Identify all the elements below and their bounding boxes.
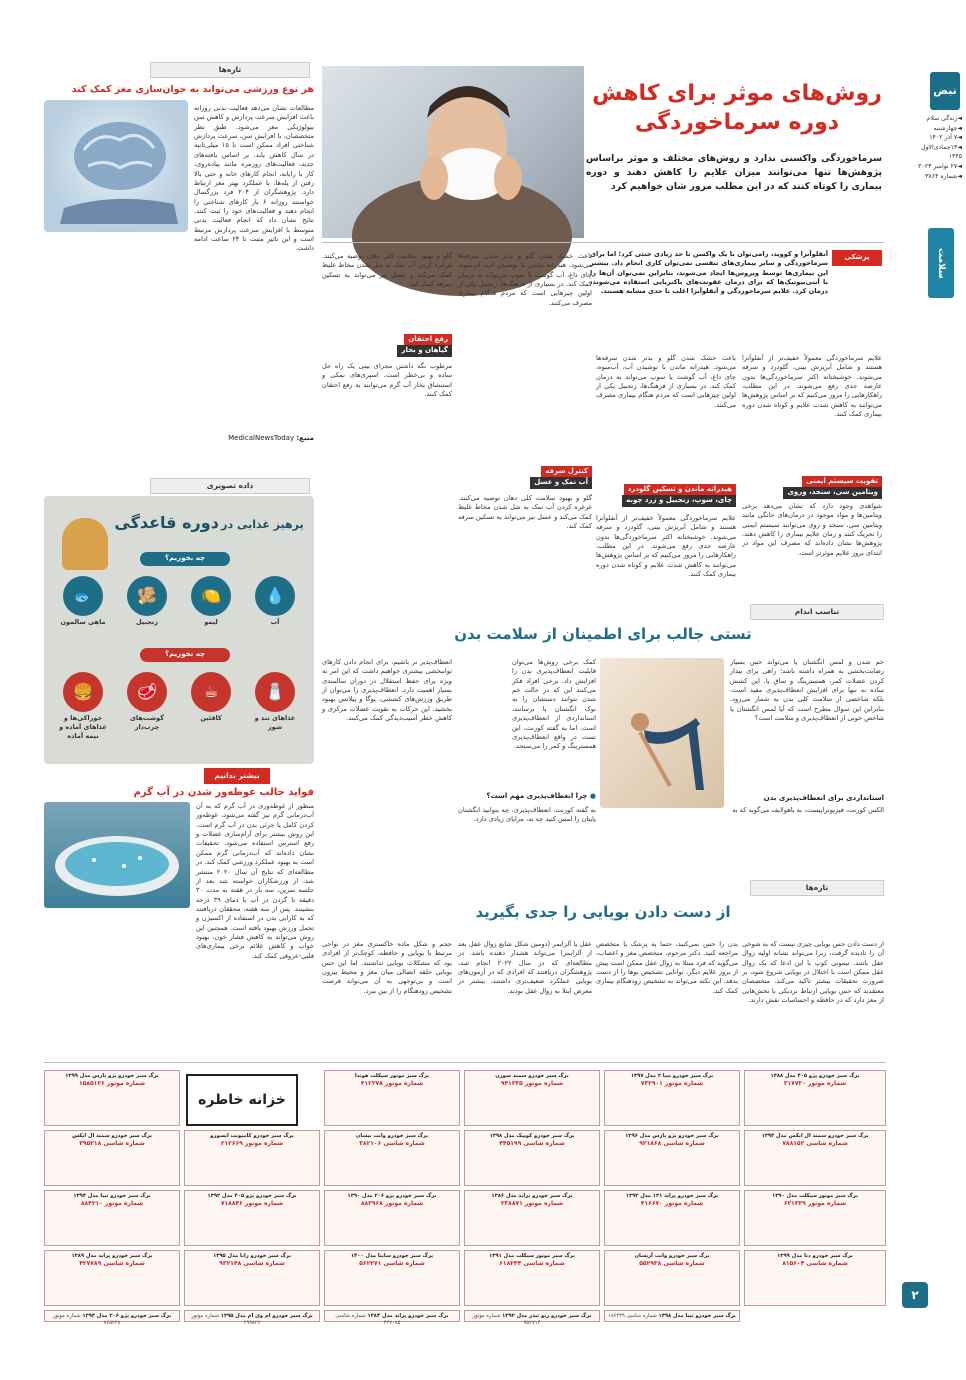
classifieds-grid — [44, 1070, 886, 1326]
infographic-panel — [44, 496, 314, 764]
hottub-title: فواید جالب غوطه‌ور شدن در آب گرم — [133, 787, 314, 798]
balance-title: تستی جالب برای اطمینان از سلامت بدن — [454, 625, 752, 643]
smell-col3: عقل یا آلزایمر (دومین شکل شایع زوال عقل بعد از آلزایمر) می‌تواند هشدار دهنده باشد. در مطالعه‌ای که در سال ۲۰۲۲ انجام شد، پژوهشگران دریافتند که افرادی که در آزمون‌های بویایی عملکرد ضعیف‌تری داشتند، بیشتر در معرض ابتلا به زوال عقل بودند. — [458, 940, 592, 995]
ad-item: برگ سبز خودرو تیبا مدل ۱۳۹۴ شماره موتور ۸۸۴۲۱۰ — [44, 1190, 180, 1246]
lead-col4: گلو و بهبود سلامت کلی دهان توصیه می‌کنند. غرغره کردن آب نمک به شل شدن مخاط غلیظ کمک می‌کند و عسل نیز می‌تواند به تسکین سرفه کمک کند. — [322, 252, 452, 289]
balance-q2-body: به گفته کورنت، انعطاف‌پذیری، چه بتوانید انگشتان پایتان را لمس کنید چه نه، مزایای زیادی دارد. — [458, 806, 596, 824]
lead-col3-heads2 — [458, 466, 592, 489]
lead-col3-sub2: آب نمک و عسل — [530, 477, 592, 488]
fastfood-icon: 🍔 — [63, 672, 103, 712]
meat-icon: 🥩 — [127, 672, 167, 712]
meta-line: ◄۲۷ نوامبر ۲۰۲۳ — [918, 163, 962, 171]
smell-col4: حجم و شکل ماده خاکستری مغز در نواحی مرتبط با بویایی و حافظه، کوچک‌تر از افرادی بود که مشکلات بویایی نداشتند. اما این حس بویایی حلقه اتصالی میان مغز و محیط بیرون است و بی‌توجهی به آن می‌تواند فرصت تشخیص زودهنگام را از بین ببرد. — [322, 940, 452, 995]
meta-line: ◄زندگی سلام — [926, 115, 962, 122]
lead-col4-sub: گیاهان و بخار — [397, 345, 452, 356]
lead-col2-sub: ویتامین سی، سنجد، وروی — [783, 487, 882, 498]
ad-item: برگ سبز خودرو دنا مدل ۱۳۹۹ شماره شاسی ۸۱۵۶۰۴ — [744, 1250, 886, 1306]
lead-col2: شواهدی وجود دارد که نشان می‌دهد برخی ویتامین‌ها و مواد موجود در درمان‌های خانگی مانند ویتامین سی، سنجد و روی می‌توانند سیستم ایمنی را تحریک کنند و زمان علایم بیماری را کاهش دهند. پژوهش‌ها نشان داده‌اند که مصرف این مواد در ابتدای بروز علایم موثرتر است. — [742, 502, 882, 557]
balance-col3: انعطاف‌پذیر تر باشیم، برای انجام دادن کارهای توانبخشی بیشتری خواهیم داشت که این امر به ویژه برای حفظ استقلال در دوران سالمندی بسیار اهمیت دارد. انعطاف‌پذیری را می‌توان از طریق ورزش‌های کششی، یوگا و پیلاتس بهبود بخشید. این حرکات به تقویت عضلات مرکزی و کاهش خطر آسیب‌دیدگی کمک می‌کنند. — [322, 658, 452, 723]
page-number: ۲ — [902, 1282, 928, 1308]
hottub-tag: بیشتر بدانیم — [204, 768, 270, 784]
ad-item: برگ سبز خودرو پژو ۲۰۶ مدل ۱۳۹۰ شماره موتور ۸۸۳۹۶۸ — [324, 1190, 460, 1246]
ad-item: برگ سبز خودرو پژو پارس مدل ۱۳۹۹ شماره موتور ۱۵۸۵۱۲۶ — [44, 1070, 180, 1126]
ad-item: برگ سبز خودرو رانا مدل ۱۳۹۵ شماره شاسی ۹۳۲۱۴۸ — [184, 1250, 320, 1306]
ad-item: برگ سبز موتور سیکلت مدل ۱۳۹۱ شماره شاسی ۶۱۸۲۴۴ — [464, 1250, 600, 1306]
ad-item: برگ سبز خودرو پژو پارس مدل ۱۳۹۶ شماره شاسی ۹۲۱۸۶۸ — [604, 1130, 740, 1186]
classifieds-logo: خزانه خاطره — [186, 1074, 298, 1126]
infographic-title: پرهیز غذایی در دوره قاعدگی — [114, 513, 304, 532]
avoid-item-spicy: 🧂 غذاهای تند و شور — [248, 672, 302, 740]
balance-col1: خم شدن و لمس انگشتان پا می‌تواند حس بسیار رضایت‌بخشی به همراه داشته باشد؛ راهی برای بیدار کردن عضلات کمر، همسترینگ و ساق پا. این کشش ساده نه تنها برای افزایش انعطاف‌پذیری مفید است، بلکه شاخصی از سلامت کلی بدن به شمار می‌رود. بنابراین این سوال مطرح است که آیا لمس انگشتان پا شاخص خوبی از انعطاف‌پذیری و سلامت است؟ — [730, 658, 884, 723]
coffee-icon: ☕ — [191, 672, 231, 712]
lead-col2-head: تقویت سیستم ایمنی — [802, 476, 882, 487]
brain-source: منبع: MedicalNewsToday — [228, 434, 314, 442]
ad-item: برگ سبز خودرو پراید مدل ۱۳۸۶ شماره موتور ۲۳۸۸۷۱ — [464, 1190, 600, 1246]
ad-item: برگ سبز خودرو پراید ۱۳۱ مدل ۱۳۹۳ شماره موتور ۴۱۶۶۷۰ — [604, 1190, 740, 1246]
ad-item: برگ سبز خودرو تیبا مدل ۱۳۹۸ شماره شاسی ۱۸۶۴۳۹ — [604, 1310, 740, 1322]
ad-item: برگ سبز خودرو سمند سورن شماره موتور ۹۴۱۳۳۵ — [464, 1070, 600, 1126]
ad-item: برگ سبز خودرو ساینا مدل ۱۴۰۰ شماره شاسی ۵۶۲۲۷۱ — [324, 1250, 460, 1306]
ad-item: برگ سبز موتور سیکلت مدل ۱۳۹۰ شماره موتور ۶۲۱۳۳۹ — [744, 1190, 886, 1246]
ginger-icon: 🫚 — [127, 576, 167, 616]
avoid-item-fatty-meat: 🥩 گوشت‌های چرب‌دار — [120, 672, 174, 740]
brain-tag: تازه‌ها — [150, 62, 310, 78]
lead-col4-head: رفع احتقان — [404, 334, 452, 345]
lead-photo — [322, 66, 584, 238]
meta-line: ◄شماره ۳۸۶۴ — [925, 172, 962, 180]
ad-item: برگ سبز خودرو پژو ۴۰۵ مدل ۱۳۸۸ شماره موتور ۳۱۷۷۲۰ — [744, 1070, 886, 1126]
lemon-icon: 🍋 — [191, 576, 231, 616]
ad-item: برگ سبز خودرو رنو تندر مدل ۱۳۹۲ شماره موتور ۹۵۲۷۱۴ — [464, 1310, 600, 1322]
eat-item-ginger: 🫚 زنجبیل — [120, 576, 174, 627]
balance-image — [600, 658, 724, 808]
lead-col3-sub1: چای، سوپ، زنجبیل و زرد چوبه — [622, 495, 736, 506]
meta-line: ◄۱۳جمادی‌الاول ۱۴۴۵ — [920, 143, 962, 161]
ad-item: برگ سبز خودرو پراید مدل ۱۳۸۴ شماره شاسی ۴۳۷۰۸۵ — [324, 1310, 460, 1322]
avoid-item-fastfood: 🍔 خوراکی‌ها و غذاهای آماده و نیمه آماده — [56, 672, 110, 740]
sick-man-illustration — [322, 66, 584, 238]
ad-item: برگ سبز خودرو ام وی ام مدل ۱۳۹۵ شماره موتور ۲۹۹۸۲۶ — [184, 1310, 320, 1322]
smell-title: از دست دادن بویایی را جدی بگیرید — [475, 903, 731, 921]
meta-line: ◄چهارشنبه — [933, 124, 962, 132]
balance-q1-body: الکس کورنت، فیزیوتراپیست، به یاهولایف می‌گوید که به — [732, 806, 884, 814]
eat-item-salmon: 🐟 ماهی سالمون — [56, 576, 110, 627]
ad-item: برگ سبز خودرو تیبا ۲ مدل ۱۳۹۷ شماره موتور ۷۳۲۹۰۱ — [604, 1070, 740, 1126]
ad-item: برگ سبز خودرو کوییک مدل ۱۳۹۸ شماره شاسی ۴۴۵۱۹۹ — [464, 1130, 600, 1186]
hottub-body: منظور از غوطه‌وری در آب گرم که به آن آب‌درمانی گرم نیز گفته می‌شود، غوطه‌ور کردن کامل یا جزئی بدن در آب گرم است. این روش بیشتر برای آرام‌سازی عضلات و رفع استرس استفاده می‌شود. تحقیقات نشان داده‌اند که آب‌درمانی گرم ممکن است به بهبود عملکرد ورزشی کمک کند. در مطالعه‌ای که نتایج آن سال ۲۰۲۰ منتشر شد، از ورزشکاران خواسته شد بعد از جلسه تمرین، سه بار در هفته به مدت ۳۰ دقیقه تا گردن در آب با دمای ۳۹ درجه بنشینند. پس از سه هفته، محققان دریافتند که به کارایی بدن در استفاده از اکسیژن و تحمل ورزش بهبود یافته است. همچنین این روش می‌تواند به کاهش فشار خون، بهبود خواب و کاهش علائم برخی بیماری‌های قلبی-عروقی کمک کند. — [196, 802, 315, 960]
brain-title: هر نوع ورزشی می‌تواند به جوان‌سازی مغز کمک کند — [71, 84, 314, 95]
ad-item: برگ سبز خودرو پژو ۲۰۶ مدل ۱۳۹۴ شماره موتور ۷۶۵۲۳۸ — [44, 1310, 180, 1322]
masthead-meta — [910, 114, 962, 181]
ad-item: برگ سبز خودرو وانت نیسان شماره شاسی ۳۸۲۱۰۶ — [324, 1130, 460, 1186]
eat-item-lemon: 🍋 لیمو — [184, 576, 238, 627]
lead-col4b: مرطوب نگه داشتن مجرای بینی یک راه حل ساده و بی‌خطر است. اسپری‌های نمکی و استنشاق بخار آب گرم می‌توانند به رفع احتقان کمک کنند. — [322, 362, 452, 399]
lead-col3-head1: هیدراته ماندن و تسکین گلودرد — [624, 484, 736, 495]
lead-col3: باعث خشک شدن گلو و بدتر شدن سرفه‌ها می‌شود. هیدراته ماندن با نوشیدن آب، آب‌میوه، چای داغ، آب گوشت یا سوپ می‌تواند به درمان کمک کند. در بسیاری از فرهنگ‌ها، زنجبیل یکی از اولین چیزهایی است که مردم هنگام بیماری مصرف می‌کنند. — [458, 252, 592, 307]
lead-col-mid2: علایم سرماخوردگی معمولاً خفیف‌تر از آنفلوآنزا هستند و شامل آبریزش بینی، گلودرد و سرفه می‌شوند. خوشبختانه اکثر سرماخوردگی‌ها بدون عارضه جدی رفع می‌شوند. در این مطلب، راهکارهایی را مرور می‌کنیم که بر اساس پژوهش‌ها می‌توانند به کاهش شدت علایم و کوتاه شدن دوره بیماری کمک کنند. — [596, 514, 736, 579]
eat-items — [56, 576, 302, 627]
avoid-item-caffeine: ☕ کافئین — [184, 672, 238, 740]
masthead-logo: نبض — [930, 72, 960, 110]
lead-col2-heads — [742, 476, 882, 499]
lead-col1: علایم سرماخوردگی معمولاً خفیف‌تر از آنفلوآنزا هستند و شامل آبریزش بینی، گلودرد و سرفه می‌شوند. خوشبختانه اکثر سرماخوردگی‌ها بدون عارضه جدی رفع می‌شوند. در این مطلب، راهکارهایی را مرور می‌کنیم که بر اساس پژوهش‌ها می‌توانند به کاهش شدت علایم و کوتاه شدن دوره بیماری کمک کنند. — [742, 354, 882, 419]
eat-label: چه بخوریم؟ — [140, 552, 230, 566]
smell-col2: بدن را حس نمی‌کنید، حتما به پزشک یا متخصص مراجعه کنید. دکتر مرحوم، متخصص مغز و اعصاب، می‌گوید که فرد مبتلا به زوال عقل ممکن است پیش از بروز علایم دیگر، توانایی تشخیص بوها را از دست بدهد. این نکته می‌تواند به تشخیص زودهنگام بیماری کمک کند. — [596, 940, 738, 995]
brain-body: مطالعات نشان می‌دهد فعالیت بدنی روزانه باعث افزایش سرعت پردازش و کاهش سن بیولوژیکی مغز می‌شود. طبق نظر متخصصان، با افزایش سن، سرعت پردازش شناختی افراد ممکن است تا ۱۵ میلی‌ثانیه در سال کاهش یابد. بر اساس یافته‌های جدید، فعالیت‌های روزمره مانند پیاده‌روی، کار با رایانه، انجام کارهای خانه و حتی بالا رفتن از پله‌ها، با عملکرد بهتر مغز ارتباط دارد. پژوهشگران از ۲۰۴ فرد بزرگسال خواستند روزانه ۶ بار کارهای شناختی را انجام دهند و فعالیت‌های خود را ثبت کنند. نتایج نشان داد که انجام فعالیت بدنی متوسط با افزایش سرعت پردازش مرتبط است و این تاثیر مثبت تا ۲۴ ساعت ادامه داشت. — [194, 104, 314, 253]
lead-col3-head2: کنترل سرفه — [541, 466, 592, 477]
checkmark-icon: ● — [589, 792, 596, 800]
avoid-items — [56, 672, 302, 740]
lead-lede: سرماخوردگی واکسنی ندارد و روش‌های مختلف و موثر براساس پژوهش‌ها تنها می‌توانند میزان علایم را کاهش دهند و دوره بیماری را کوتاه کنند که در این مطلب مرور شان خواهیم کرد — [586, 153, 882, 192]
infographic-figure — [62, 518, 108, 570]
lead-tag: پزشکی — [832, 250, 882, 266]
ad-item: برگ سبز خودرو پراید مدل ۱۳۸۹ شماره شاسی ۴۲۷۷۸۹ — [44, 1250, 180, 1306]
smell-tag: تازه‌ها — [750, 880, 884, 896]
section-tab: سلامت — [928, 228, 954, 298]
ad-item: برگ سبز خودرو کامیونت ایسوزو شماره موتور ۲۱۲۶۶۹ — [184, 1130, 320, 1186]
eat-item-water: 💧 آب — [248, 576, 302, 627]
balance-q2: ● چرا انعطاف‌پذیری مهم است؟ — [486, 792, 596, 800]
lead-col3b: گلو و بهبود سلامت کلی دهان توصیه می‌کنند. غرغره کردن آب نمک به شل شدن مخاط غلیظ کمک می‌کند و عسل نیز می‌تواند به تسکین سرفه کمک کند. — [458, 494, 592, 531]
water-icon: 💧 — [255, 576, 295, 616]
stretching-illustration — [600, 658, 724, 808]
avoid-label: چه نخوریم؟ — [140, 648, 230, 662]
meta-line: ◄۷ آذر ۱۴۰۲ — [929, 134, 962, 142]
smell-col1: از دست دادن حس بویایی چیزی نیست که به شوخی آن را نادیده گرفت، زیرا می‌تواند نشانه اولیه زوال عقل باشد. تیموتی کوپ با این ادعا که یک زوال عقل ممکن است با اختلال در بویایی شروع شود، بر ضرورت تحقیقات بیشتر تاکید می‌کند. متخصصان معتقدند که حس بویایی ارتباط نزدیکی با بخش‌هایی از مغز دارد که در حافظه و احساسات نقش دارند. — [742, 940, 884, 1005]
lead-col4-heads — [322, 334, 452, 357]
ad-item: برگ سبز خودرو پژو ۴۰۵ مدل ۱۳۹۲ شماره موتور ۷۱۸۸۴۶ — [184, 1190, 320, 1246]
ad-item: برگ سبز موتور سیکلت هوندا شماره موتور ۴۱۲۲۷۸ — [324, 1070, 460, 1126]
lead-col-mid: باعث خشک شدن گلو و بدتر شدن سرفه‌ها می‌شود. هیدراته ماندن با نوشیدن آب، آب‌میوه، چای داغ، آب گوشت یا سوپ می‌تواند به درمان کمک کند. در بسیاری از فرهنگ‌ها، زنجبیل یکی از اولین چیزهایی است که مردم هنگام بیماری مصرف می‌کنند. — [596, 354, 736, 409]
salt-icon: 🧂 — [255, 672, 295, 712]
fish-icon: 🐟 — [63, 576, 103, 616]
lead-title-line1: روش‌های موثر برای کاهش — [592, 81, 882, 106]
ad-item: برگ سبز خودرو وانت آریسان شماره شاسی ۵۵۲۹۳۸ — [604, 1250, 740, 1306]
lead-title-line2: دوره سرماخوردگی — [634, 109, 840, 135]
lead-col3-heads — [596, 484, 736, 507]
balance-q1: استانداردی برای انعطاف‌پذیری بدن — [763, 794, 884, 802]
divider — [322, 242, 884, 243]
lead-title — [592, 80, 882, 137]
lead-intro: آنفلوآنزا و کووید، رامی‌توان با یک واکسن تا حد زیادی خنثی کرد؛ اما برای سرماخوردگی و سایر بیماری‌های تنفسی نمی‌توان کاری انجام داد. بیشتر این بیماری‌ها توسط ویروس‌ها ایجاد می‌شوند، بنابراین نمی‌توان آن‌ها را با آنتی‌بیوتیک‌ها که برای درمان عفونت‌های باکتریایی استفاده می‌شوند، درمان کرد. علایم سرماخوردگی و آنفلوآنزا اغلب تا حدی مشابه هستند. — [590, 250, 828, 296]
ad-item: برگ سبز خودرو سمند ال ایکس مدل ۱۳۹۴ شماره شاسی ۷۸۸۱۵۲ — [744, 1130, 886, 1186]
balance-col2: کمک برخی روش‌ها می‌توان قابلیت انعطاف‌پذیری بدن را افزایش داد. برخی افراد فکر می‌کنند این که در حالت خم شدن بتوانند دستشان را به نوک انگشتان پا برسانند، استانداردی از انعطاف‌پذیری است. اما به گفته کورنت، این تست در واقع انعطاف‌پذیری همسترینگ و کمر را می‌سنجد. — [512, 658, 596, 751]
divider — [44, 1062, 886, 1063]
ad-item: برگ سبز خودرو سمند ال ایکس شماره شاسی ۳۹۵۲۱۸ — [44, 1130, 180, 1186]
balance-tag: تناسب اندام — [750, 604, 884, 620]
infographic-tag: داده تصویری — [150, 478, 310, 494]
